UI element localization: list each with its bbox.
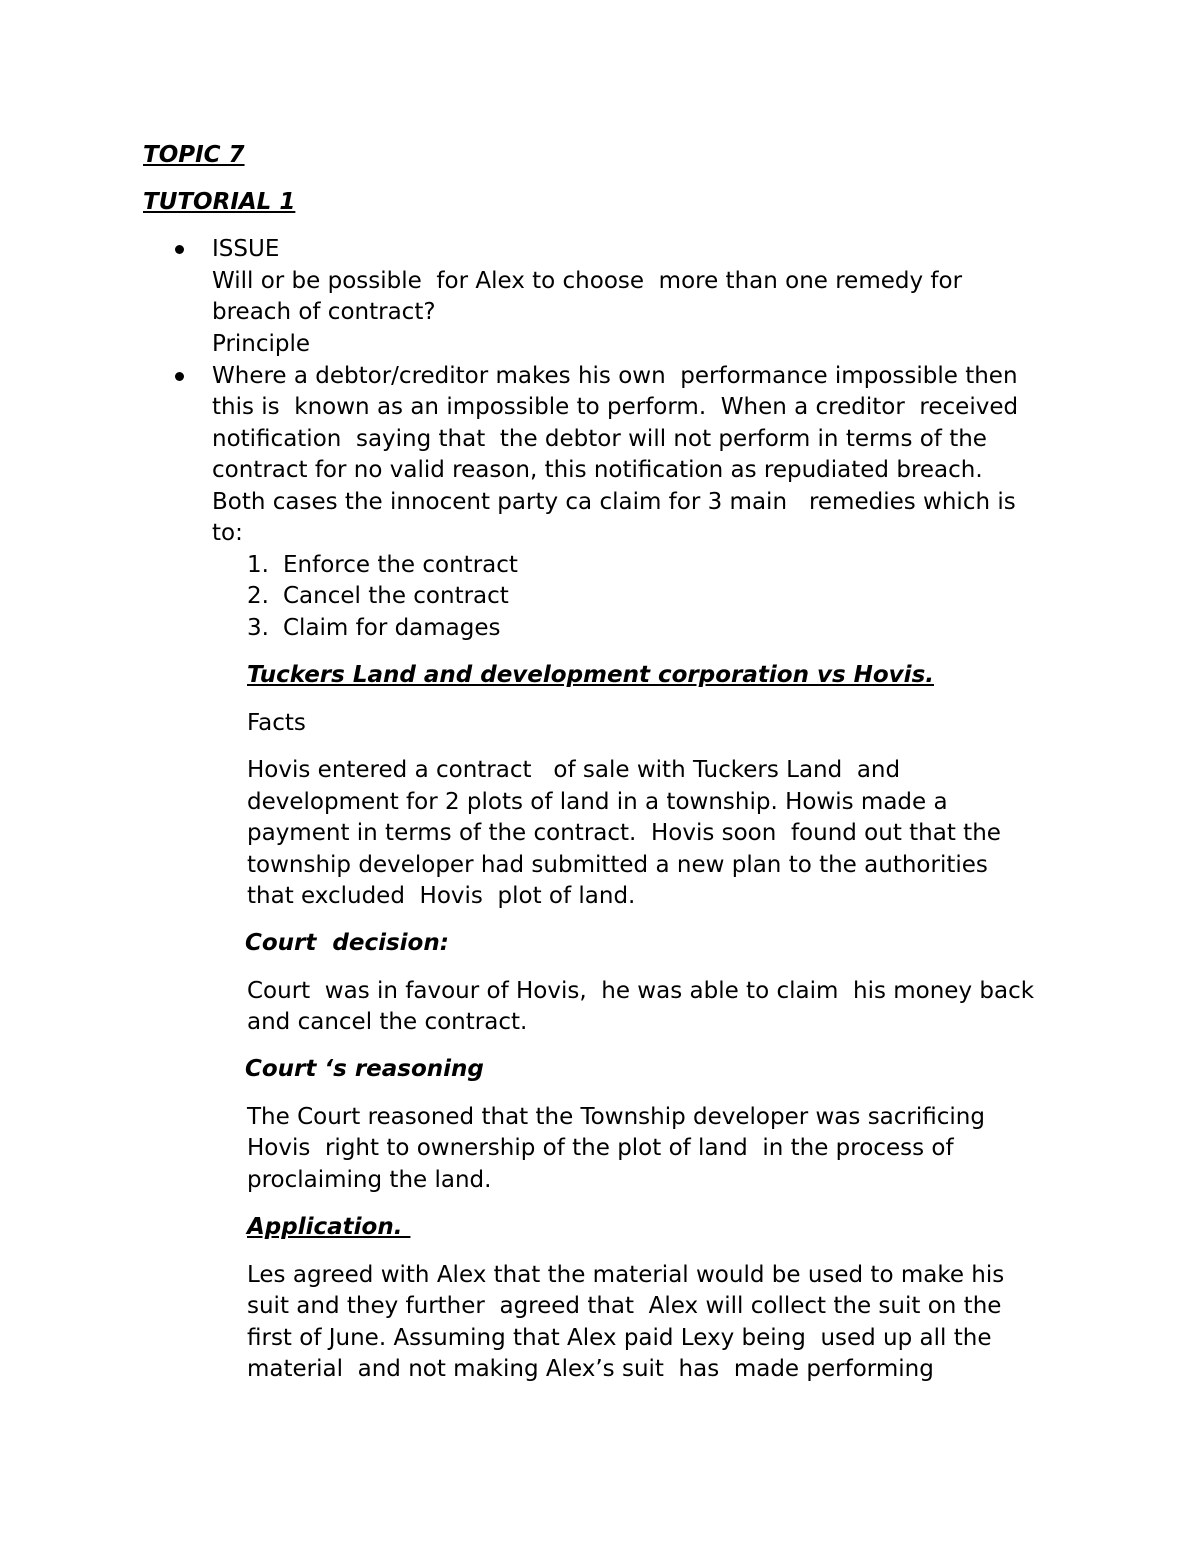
topic-heading: TOPIC 7: [143, 142, 245, 168]
application-line: Les agreed with Alex that the material would be used to make his: [247, 1262, 1005, 1288]
application-line: suit and they further agreed that Alex will collect the suit on the: [247, 1293, 1002, 1319]
application-heading: Application.: [247, 1214, 411, 1240]
bullet-icon: [175, 245, 184, 254]
decision-heading: Court decision:: [245, 930, 449, 956]
principle-line: Both cases the innocent party ca claim for 3 main remedies which is: [212, 489, 1016, 515]
issue-line: breach of contract?: [212, 299, 436, 325]
decision-line: and cancel the contract.: [247, 1009, 528, 1035]
remedy-number: 3.: [247, 615, 269, 641]
application-line: first of June. Assuming that Alex paid Lexy being used up all the: [247, 1325, 992, 1351]
decision-line: Court was in favour of Hovis, he was able to claim his money back: [247, 978, 1035, 1004]
reasoning-heading: Court ‘s reasoning: [245, 1056, 484, 1082]
principle-line: Where a debtor/creditor makes his own performance impossible then: [212, 363, 1018, 389]
facts-line: development for 2 plots of land in a township. Howis made a: [247, 789, 948, 815]
case-title: Tuckers Land and development corporation vs Hovis.: [247, 662, 934, 688]
remedy-number: 2.: [247, 583, 269, 609]
facts-line: that excluded Hovis plot of land.: [247, 883, 636, 909]
facts-line: Hovis entered a contract of sale with Tuckers Land and: [247, 757, 901, 783]
facts-line: township developer had submitted a new plan to the authorities: [247, 852, 988, 878]
reasoning-line: proclaiming the land.: [247, 1167, 492, 1193]
remedy-item: Enforce the contract: [283, 552, 518, 578]
remedy-item: Claim for damages: [283, 615, 501, 641]
tutorial-heading: TUTORIAL 1: [143, 189, 296, 215]
issue-line: Will or be possible for Alex to choose more than one remedy for: [212, 268, 963, 294]
principle-line: contract for no valid reason, this notification as repudiated breach.: [212, 457, 983, 483]
bullet-icon: [175, 372, 184, 381]
remedy-item: Cancel the contract: [283, 583, 509, 609]
principle-line: notification saying that the debtor will not perform in terms of the: [212, 426, 987, 452]
facts-label: Facts: [247, 710, 306, 736]
principle-line: this is known as an impossible to perform. When a creditor received: [212, 394, 1019, 420]
principle-line: to:: [212, 520, 243, 546]
remedy-number: 1.: [247, 552, 269, 578]
application-line: material and not making Alex’s suit has made performing: [247, 1356, 934, 1382]
reasoning-line: Hovis right to ownership of the plot of land in the process of: [247, 1135, 954, 1161]
issue-label: ISSUE: [212, 236, 280, 262]
reasoning-line: The Court reasoned that the Township developer was sacrificing: [247, 1104, 985, 1130]
facts-line: payment in terms of the contract. Hovis soon found out that the: [247, 820, 1001, 846]
principle-label: Principle: [212, 331, 311, 357]
